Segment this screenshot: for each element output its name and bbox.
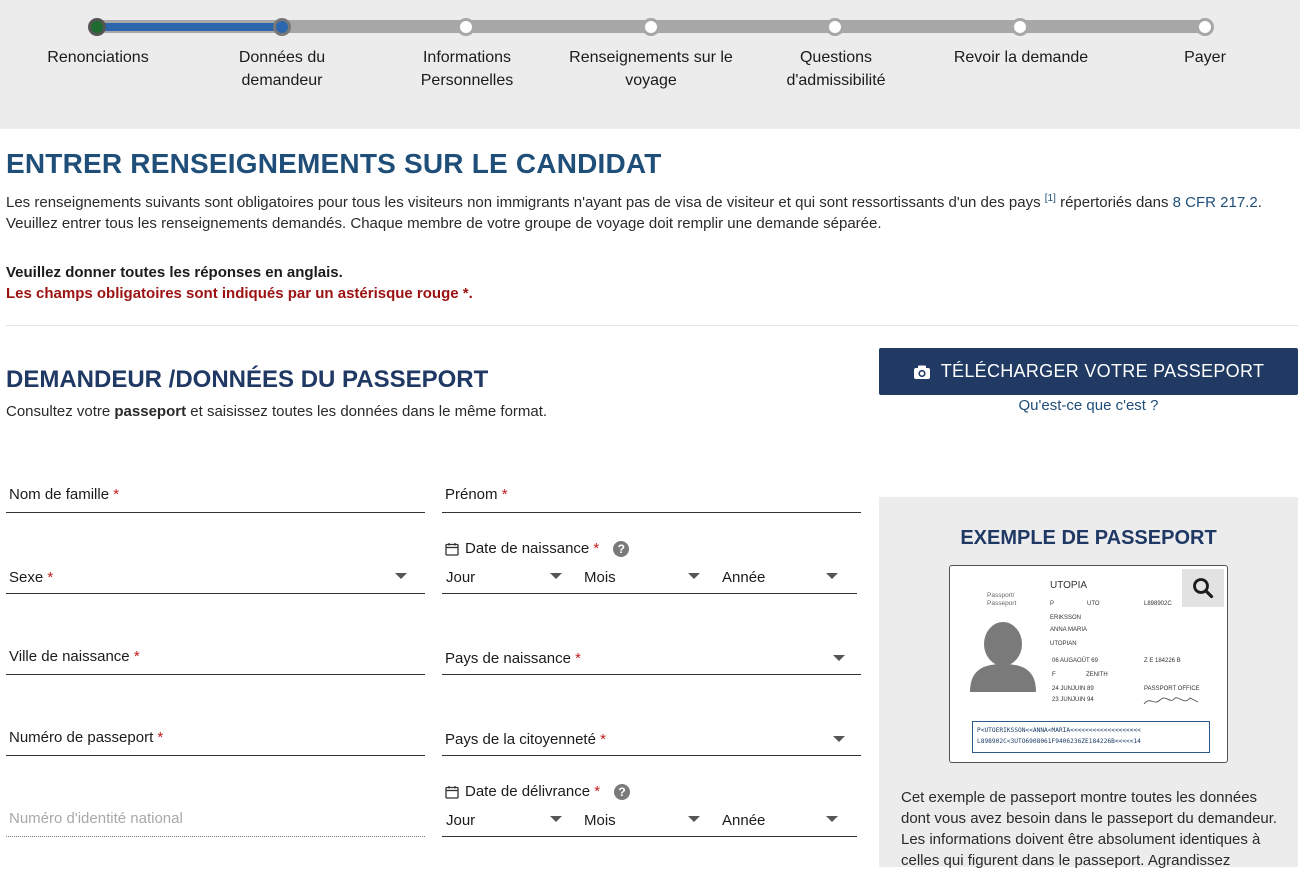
intro-text — [6, 188, 1298, 234]
passport-surname: ERIKSSON — [1050, 615, 1082, 621]
birth-country-label — [445, 650, 581, 667]
step-node-questions — [826, 18, 844, 36]
step-label-donnees[interactable]: Données du demandeur — [238, 49, 326, 89]
section-sub-part-1: Consultez votre — [6, 403, 115, 420]
chevron-down-icon — [833, 655, 845, 661]
upload-passport-button[interactable] — [879, 348, 1298, 395]
issue-month-select[interactable] — [584, 812, 706, 836]
calendar-icon — [445, 785, 459, 799]
issue-year-text: Année — [722, 812, 766, 829]
birth-day-text: Jour — [446, 569, 476, 586]
step-label-questions: Questions d'admissibilité — [786, 49, 886, 89]
passport-number-text: Numéro de passeport — [9, 729, 154, 746]
issue-date-label — [465, 783, 600, 800]
passport-country: UTOPIA — [1050, 580, 1088, 591]
step-node-renonciations[interactable] — [88, 18, 106, 36]
birth-month-text: Mois — [584, 569, 616, 586]
passport-dob: 06 AUGAOÛT 69 — [1052, 658, 1098, 664]
step-label-payer: Payer — [1184, 49, 1226, 66]
first-name-text: Prénom — [445, 486, 498, 503]
doc-label — [987, 592, 1016, 608]
citizenship-country-text: Pays de la citoyenneté — [445, 731, 596, 748]
sex-text: Sexe — [9, 569, 44, 586]
progress-track-filled — [92, 23, 288, 31]
chevron-down-icon — [688, 573, 700, 579]
required-note: Les champs obligatoires sont indiqués par un astérisque rouge *. — [6, 285, 473, 302]
section-sub-part-2: et saisissez toutes les données dans le même format. — [186, 403, 548, 420]
birth-year-select[interactable] — [722, 569, 844, 593]
doc-label-2: Passeport — [987, 600, 1017, 607]
section-title: DEMANDEUR /DONNÉES DU PASSEPORT — [6, 366, 489, 393]
issue-date-underline — [442, 836, 857, 837]
required-asterisk: * — [157, 729, 164, 746]
mrz-line-1: P<UTOERIKSSON<<ANNA<MARIA<<<<<<<<<<<<<<<<<<< — [977, 727, 1141, 734]
step-label-informations: Informations Personnelles — [420, 49, 514, 89]
issue-day-text: Jour — [446, 812, 476, 829]
chevron-down-icon — [395, 573, 407, 579]
passport-place-of-birth: ZENITH — [1086, 672, 1108, 678]
chevron-down-icon — [550, 573, 562, 579]
chevron-down-icon — [688, 816, 700, 822]
magnifier-icon — [1192, 577, 1214, 599]
issue-year-select[interactable] — [722, 812, 844, 836]
passport-personal-no: Z E 184226 B — [1144, 658, 1181, 664]
last-name-text: Nom de famille — [9, 486, 110, 503]
passport-mrz — [972, 721, 1210, 753]
birth-month-select[interactable] — [584, 569, 706, 593]
zoom-button[interactable] — [1182, 569, 1224, 607]
passport-number-label — [9, 729, 163, 746]
required-asterisk: * — [594, 783, 601, 800]
passport-number-field[interactable] — [6, 720, 425, 756]
chevron-down-icon — [826, 816, 838, 822]
step-node-donnees[interactable] — [273, 18, 291, 36]
last-name-label — [9, 486, 119, 503]
issue-date-text: Date de délivrance — [465, 783, 591, 800]
birth-date-underline — [442, 593, 857, 594]
intro-part-3: . Veuillez entrer tous les renseignements demandés. Chaque membre de votre groupe de voyage doit remplir une demande séparée. — [6, 194, 1262, 232]
step-node-informations — [457, 18, 475, 36]
birth-city-text: Ville de naissance — [9, 648, 130, 665]
chevron-down-icon — [833, 736, 845, 742]
passport-example-description: Cet exemple de passeport montre toutes les données dont vous avez besoin dans le passeport du demandeur. Les informations doivent être absolument identiques à celles qui figurent dans le passeport. Agrandissez — [901, 789, 1278, 869]
what-is-it-link[interactable]: Qu'est-ce que c'est ? — [1018, 397, 1159, 414]
upload-passport-label: TÉLÉCHARGER VOTRE PASSEPORT — [940, 361, 1265, 381]
english-note: Veuillez donner toutes les réponses en anglais. — [6, 264, 343, 281]
passport-example-title: EXEMPLE DE PASSEPORT — [960, 527, 1217, 549]
passport-number-value: L898902C — [1144, 601, 1172, 607]
required-asterisk: * — [133, 648, 140, 665]
birth-year-text: Année — [722, 569, 766, 586]
last-name-field[interactable] — [6, 476, 425, 513]
page-title: ENTRER RENSEIGNEMENTS SUR LE CANDIDAT — [6, 148, 662, 179]
national-id-placeholder: Numéro d'identité national — [9, 810, 183, 827]
passport-nationality: UTOPIAN — [1050, 641, 1077, 647]
citizenship-country-select[interactable] — [442, 720, 861, 756]
birth-date-label — [465, 540, 599, 557]
birth-day-select[interactable] — [446, 569, 568, 593]
national-id-field[interactable] — [6, 800, 425, 837]
required-asterisk: * — [501, 486, 508, 503]
section-subtitle — [6, 403, 547, 420]
required-asterisk: * — [113, 486, 120, 503]
birth-country-select[interactable] — [442, 640, 861, 675]
passport-sex: F — [1052, 672, 1056, 678]
required-asterisk: * — [575, 650, 581, 667]
first-name-label — [445, 486, 508, 503]
intro-part-2: répertoriés dans — [1055, 194, 1173, 211]
issue-month-text: Mois — [584, 812, 616, 829]
footnote-link[interactable]: [1] — [1044, 193, 1056, 204]
step-label-voyage: Renseignements sur le voyage — [569, 49, 733, 89]
signature-image — [1142, 694, 1202, 708]
birth-date-text: Date de naissance — [465, 540, 590, 557]
passport-example-image[interactable] — [949, 565, 1228, 763]
sex-label — [9, 569, 53, 586]
cfr-link[interactable]: 8 CFR 217.2 — [1172, 194, 1258, 211]
passport-given-names: ANNA MARIA — [1050, 627, 1088, 633]
first-name-field[interactable] — [442, 476, 861, 513]
step-node-payer — [1196, 18, 1214, 36]
chevron-down-icon — [550, 816, 562, 822]
step-node-revoir — [1011, 18, 1029, 36]
help-icon[interactable]: ? — [614, 784, 630, 800]
calendar-icon — [445, 542, 459, 556]
passport-code: UTO — [1087, 601, 1100, 607]
mrz-line-2: L898902C<3UTO6908061F9406236ZE184226B<<<<<14 — [977, 738, 1141, 745]
progress-stepper — [0, 0, 1300, 129]
divider — [6, 325, 1298, 326]
portrait-silhouette — [968, 620, 1038, 692]
required-asterisk: * — [600, 731, 606, 748]
citizenship-country-label — [445, 731, 606, 748]
sex-select[interactable] — [6, 560, 425, 594]
required-asterisk: * — [47, 569, 54, 586]
intro-part-1: Les renseignements suivants sont obligatoires pour tous les visiteurs non immigrants n'ayant pas de visa de visiteur et qui sont ressortissants d'un des pays — [6, 194, 1041, 211]
birth-city-label — [9, 648, 140, 665]
chevron-down-icon — [826, 573, 838, 579]
section-sub-bold: passeport — [114, 403, 187, 420]
issue-date-heading — [445, 783, 630, 800]
passport-issue-date: 24 JUNJUIN 89 — [1052, 686, 1094, 692]
doc-label-1: Passport/ — [987, 592, 1015, 599]
help-icon[interactable]: ? — [613, 541, 629, 557]
birth-date-heading — [445, 540, 629, 557]
step-node-voyage — [642, 18, 660, 36]
camera-icon — [913, 364, 931, 380]
step-label-revoir: Revoir la demande — [953, 49, 1089, 66]
passport-example-panel — [879, 497, 1298, 867]
birth-country-text: Pays de naissance — [445, 650, 571, 667]
birth-city-field[interactable] — [6, 640, 425, 675]
passport-expiry: 23 JUNJUIN 94 — [1052, 697, 1094, 703]
required-asterisk: * — [593, 540, 600, 557]
passport-authority: PASSPORT OFFICE — [1144, 686, 1200, 692]
passport-type: P — [1050, 601, 1055, 607]
issue-day-select[interactable] — [446, 812, 568, 836]
step-label-renonciations[interactable]: Renonciations — [47, 49, 149, 66]
